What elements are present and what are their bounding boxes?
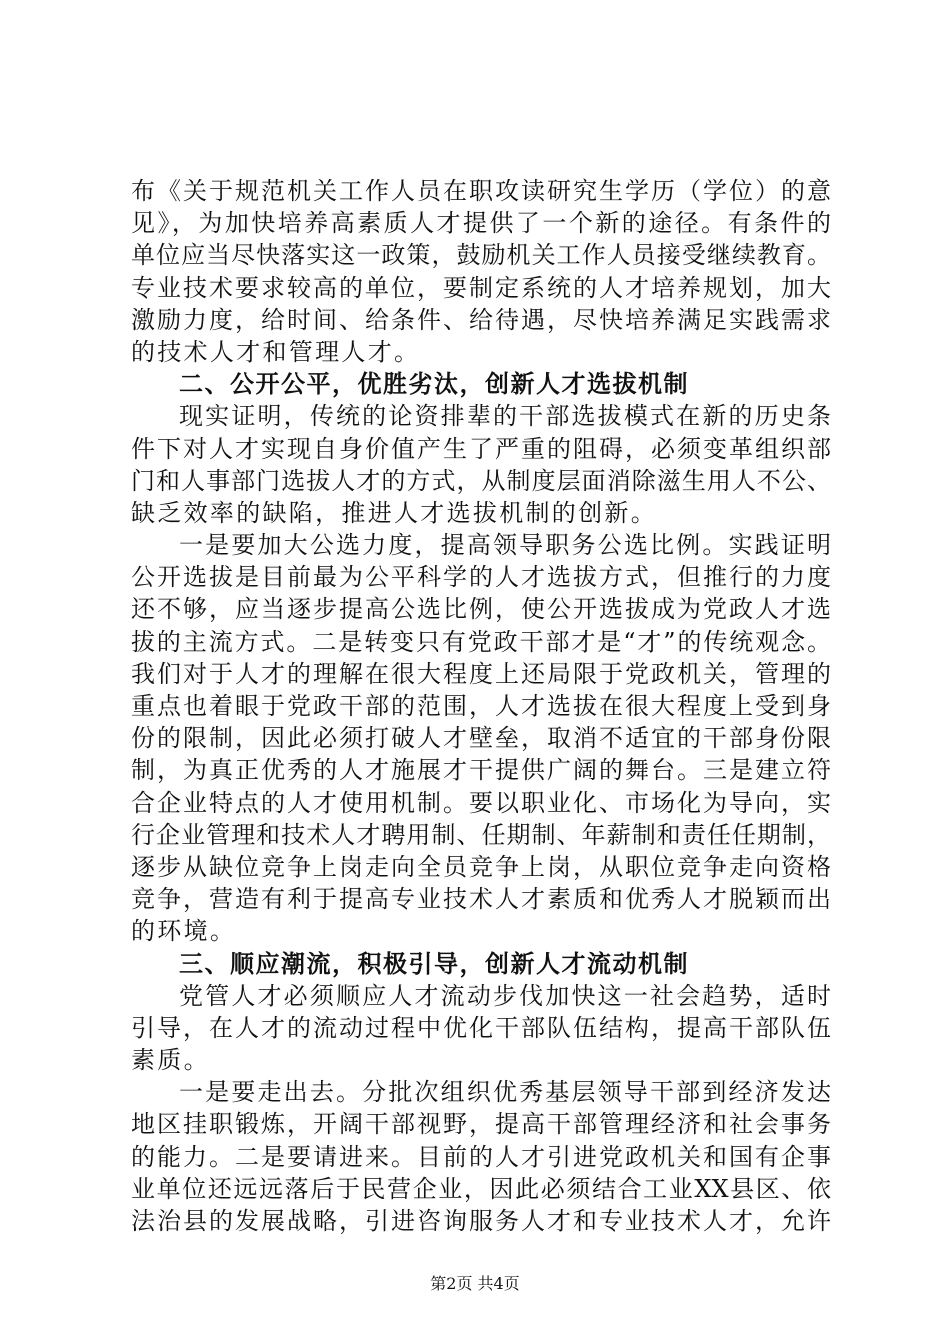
body-line: 缺乏效率的缺陷，推进人才选拔机制的创新。 [131,498,657,527]
body-line: 布《关于规范机关工作人员在职攻读研究生学历（学位）的意 [131,177,831,205]
document-body [131,175,831,1237]
body-line: 现实证明，传统的论资排辈的干部选拔模式在新的历史条 [179,402,831,431]
body-line: 制，为真正优秀的人才施展才干提供广阔的舞台。三是建立符 [131,756,831,785]
body-line: 法治县的发展战略，引进咨询服务人才和专业技术人才，允许 [131,1207,831,1235]
body-line: 业单位还远远落后于民营企业，因此必须结合工业XX县区、依 [131,1174,831,1203]
body-line: 地区挂职锻炼，开阔干部视野，提高干部管理经济和社会事务 [131,1110,831,1139]
body-line: 逐步从缺位竞争上岗走向全员竞争上岗，从职位竞争走向资格 [131,852,831,881]
body-line: 行企业管理和技术人才聘用制、任期制、年薪制和责任任期制， [131,820,831,849]
section-heading: 二、公开公平，优胜劣汰，创新人才选拔机制 [179,370,689,399]
body-line: 激励力度，给时间、给条件、给待遇，尽快培养满足实践需求 [131,305,831,334]
body-line: 件下对人才实现自身价值产生了严重的阻碍，必须变革组织部 [131,434,831,463]
body-line: 的环境。 [131,917,237,946]
body-line: 拔的主流方式。二是转变只有党政干部才是“才”的传统观念。 [131,627,831,656]
body-line: 我们对于人才的理解在很大程度上还局限于党政机关，管理的 [131,659,831,688]
body-line: 还不够，应当逐步提高公选比例，使公开选拔成为党政人才选 [131,595,831,624]
body-line: 合企业特点的人才使用机制。要以职业化、市场化为导向，实 [131,788,831,817]
body-line: 重点也着眼于党政干部的范围，人才选拔在很大程度上受到身 [131,692,831,720]
body-line: 党管人才必须顺应人才流动步伐加快这一社会趋势，适时 [179,981,831,1010]
body-line: 一是要走出去。分批次组织优秀基层领导干部到经济发达 [179,1078,831,1107]
body-line: 引导，在人才的流动过程中优化干部队伍结构，提高干部队伍 [131,1013,831,1042]
body-line: 单位应当尽快落实这一政策，鼓励机关工作人员接受继续教育。 [131,241,831,270]
body-line: 门和人事部门选拔人才的方式，从制度层面消除滋生用人不公、 [131,466,831,495]
body-line: 公开选拔是目前最为公平科学的人才选拔方式，但推行的力度 [131,563,831,592]
body-line: 的能力。二是要请进来。目前的人才引进党政机关和国有企事 [131,1142,831,1171]
page-number-footer: 第2页 共4页 [430,1274,520,1293]
body-line: 竞争，营造有利于提高专业技术人才素质和优秀人才脱颖而出 [131,885,831,914]
body-line: 的技术人才和管理人才。 [131,337,421,366]
body-line: 专业技术要求较高的单位，要制定系统的人才培养规划，加大 [131,273,831,302]
body-line: 见》，为加快培养高素质人才提供了一个新的途径。有条件的 [131,209,831,238]
body-line: 一是要加大公选力度，提高领导职务公选比例。实践证明 [179,531,831,560]
body-line: 素质。 [131,1046,210,1075]
body-line: 份的限制，因此必须打破人才壁垒，取消不适宜的干部身份限 [131,724,831,753]
section-heading: 三、顺应潮流，积极引导，创新人才流动机制 [179,949,689,978]
